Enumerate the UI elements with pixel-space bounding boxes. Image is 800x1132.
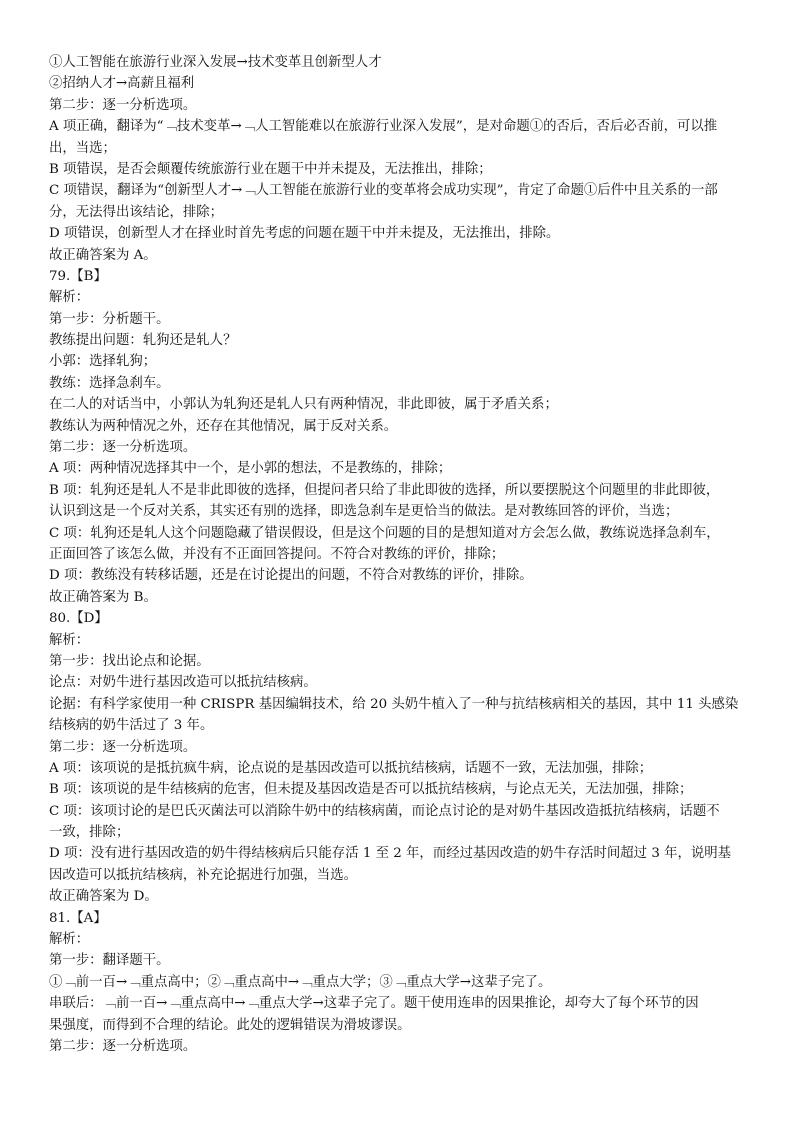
text-line: C 项：轧狗还是轧人这个问题隐藏了错误假设，但是这个问题的目的是想知道对方会怎么做，教练说选择急刹车， [49, 525, 720, 541]
text-line: ①人工智能在旅游行业深入发展→技术变革且创新型人才 [49, 55, 382, 70]
text-line: 分，无法得出该结论，排除； [49, 204, 224, 220]
text-line: 出，当选； [49, 140, 116, 156]
text-line: 教练：选择急刹车。 [49, 375, 170, 391]
text-line: 第二步：逐一分析选项。 [49, 1038, 197, 1054]
text-line: 解析： [49, 290, 90, 306]
text-line: B 项错误，是否会颠覆传统旅游行业在题干中并未提及，无法推出，排除； [49, 161, 492, 177]
document-page [49, 52, 761, 1057]
text-line: C 项错误，翻译为“创新型人才→﹁人工智能在旅游行业的变革将会成功实现”，肯定了命题①后件中且关系的一部 [49, 183, 718, 199]
text-line: ②招纳人才→高薪且福利 [49, 76, 195, 92]
question-number: 80.【D】 [49, 611, 108, 627]
text-line: 解析： [49, 932, 90, 948]
text-line: A 项正确，翻译为“﹁技术变革→﹁人工智能难以在旅游行业深入发展”，是对命题①的否后，否后必否前，可以推 [49, 119, 718, 135]
text-line: 一致，排除； [49, 825, 130, 841]
text-line: A 项：两种情况选择其中一个，是小郭的想法，不是教练的，排除； [49, 461, 452, 477]
text-line: B 项：轧狗还是轧人不是非此即彼的选择，但提问者只给了非此即彼的选择，所以要摆脱这个问题里的非此即彼， [49, 482, 720, 498]
text-line: 第二步：逐一分析选项。 [49, 739, 197, 755]
text-line: B 项：该项说的是牛结核病的危害，但未提及基因改造是否可以抵抗结核病，与论点无关，无法加强，排除； [49, 782, 693, 798]
text-line: 正面回答了该怎么做，并没有不正面回答提问。不符合对教练的评价，排除； [49, 546, 505, 562]
text-line: 在二人的对话当中，小郭认为轧狗还是轧人只有两种情况，非此即彼，属于矛盾关系； [49, 397, 558, 413]
answer-line: 故正确答案为 A。 [49, 247, 157, 263]
text-line: D 项：没有进行基因改造的奶牛得结核病后只能存活 1 至 2 年，而经过基因改造的奶牛存活时间超过 3 年，说明基 [49, 846, 732, 862]
text-line: ①﹁前一百→﹁重点高中；②﹁重点高中→﹁重点大学；③﹁重点大学→这辈子完了。 [49, 974, 552, 990]
text-line: 教练提出问题：轧狗还是轧人？ [49, 333, 237, 349]
text-line: 论据：有科学家使用一种 CRISPR 基因编辑技术，给 20 头奶牛植入了一种与抗结核病相关的基因，其中 11 头感染 [49, 696, 739, 712]
text-line: 小郭：选择轧狗； [49, 354, 157, 370]
text-line: 解析： [49, 632, 90, 648]
text-line: 第一步：找出论点和论据。 [49, 653, 210, 669]
text-line: 第二步：逐一分析选项。 [49, 440, 197, 456]
text-line: 认识到这是一个反对关系，其实还有别的选择，即选急刹车是更恰当的做法。是对教练回答的评价，当选； [49, 504, 679, 520]
text-line: C 项：该项讨论的是巴氏灭菌法可以消除牛奶中的结核病菌，而论点讨论的是对奶牛基因改造抵抗结核病，话题不 [49, 803, 720, 819]
text-line: D 项：教练没有转移话题，还是在讨论提出的问题，不符合对教练的评价，排除。 [49, 568, 533, 584]
text-line: 因改造可以抵抗结核病，补充论据进行加强，当选。 [49, 867, 357, 883]
text-line: 结核病的奶牛活过了 3 年。 [49, 718, 214, 734]
text-line: A 项：该项说的是抵抗疯牛病，论点说的是基因改造可以抵抗结核病，话题不一致，无法加强，排除； [49, 760, 653, 776]
answer-line: 故正确答案为 B。 [49, 589, 157, 605]
text-line: 串联后：﹁前一百→﹁重点高中→﹁重点大学→这辈子完了。题干使用连串的因果推论，却夸大了每个环节的因 [49, 996, 699, 1012]
text-line: 第二步：逐一分析选项。 [49, 97, 197, 113]
question-number: 81.【A】 [49, 910, 107, 926]
text-line: 第一步：分析题干。 [49, 311, 170, 327]
answer-line: 故正确答案为 D。 [49, 889, 158, 905]
text-line: 论点：对奶牛进行基因改造可以抵抗结核病。 [49, 675, 317, 691]
text-line: 果强度，而得到不合理的结论。此处的逻辑错误为滑坡谬误。 [49, 1017, 411, 1033]
text-line: D 项错误，创新型人才在择业时首先考虑的问题在题干中并未提及，无法推出，排除。 [49, 226, 560, 242]
text-line: 第一步：翻译题干。 [49, 953, 170, 969]
text-line: 教练认为两种情况之外，还存在其他情况，属于反对关系。 [49, 418, 398, 434]
question-number: 79.【B】 [49, 268, 107, 284]
